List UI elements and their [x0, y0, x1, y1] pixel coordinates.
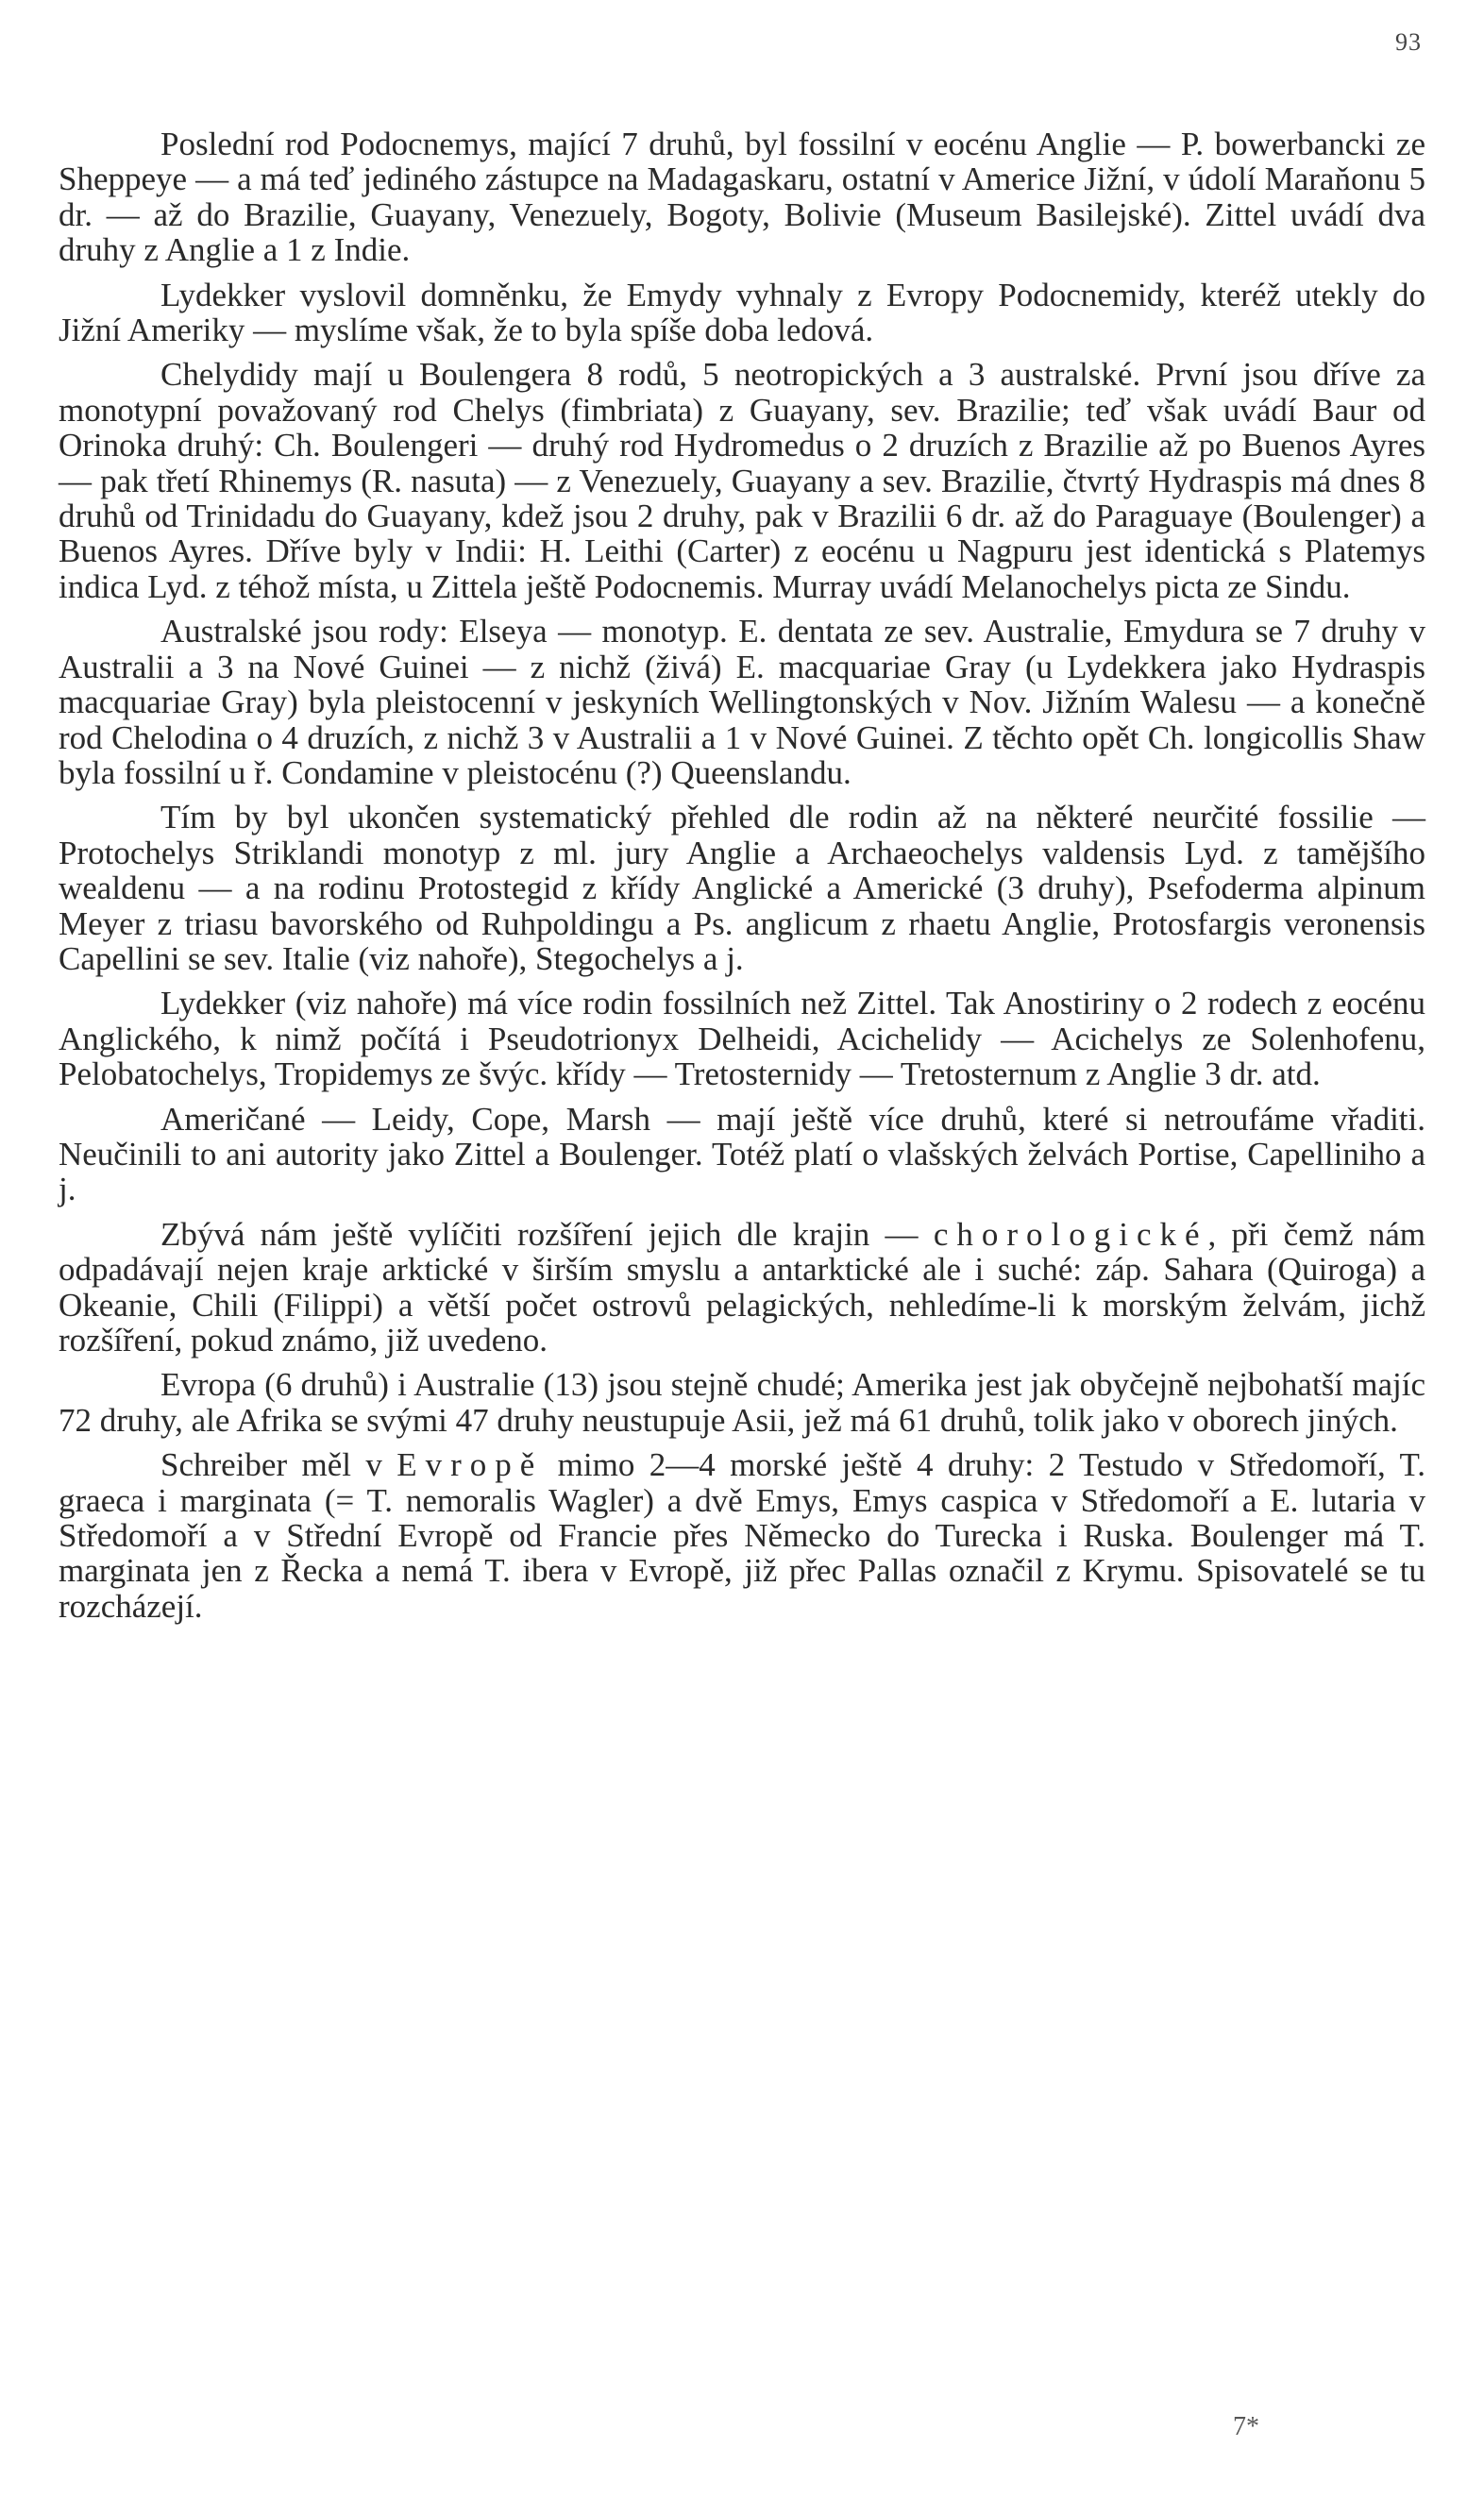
paragraph-chelydidae: Chelydidy mají u Boulengera 8 rodů, 5 neotropických a 3 australské. První jsou dříve za monotypní považovaný rod Chelys (fimbriata) z Guayany, sev. Brazilie; teď však uvádí Baur od Orinoka druhý: Ch. Boulengeri — druhý rod Hydromedus o 2 druzích z Brazilie až po Buenos Ayres — pak třetí Rhinemys (R. nasuta) — z Venezuely, Guayany a sev. Brazilie, čtvrtý Hydraspis má dnes 8 druhů od Trinidadu do Guayany, kdež jsou 2 druhy, pak v Brazilii 6 dr. až do Paraguaye (Boulenger) a Buenos Ayres. Dříve byly v Indii: H. Leithi (Carter) z eocénu u Nagpuru jest identická s Platemys indica Lyd. z téhož místa, u Zittela ještě Podocnemis. Murray uvádí Melanochelys picta ze Sindu. [59, 356, 1425, 605]
body-text [59, 127, 1425, 1633]
chorology-spaced-term: chorologické [933, 1215, 1208, 1253]
paragraph-fossil-families: Lydekker (viz nahoře) má více rodin fossilních než Zittel. Tak Anostiriny o 2 rodech z eocénu Anglického, k nimž počítá i Pseudotrionyx Delheidi, Acichelidy — Acichelys ze Solenhofenu, Pelobatochelys, Tropidemys ze švýc. křídy — Tretosternidy — Tretosternum z Anglie 3 dr. atd. [59, 985, 1425, 1093]
paragraph-europe-schreiber [59, 1447, 1425, 1624]
paragraph-podocnemys: Poslední rod Podocnemys, mající 7 druhů, byl fossilní v eocénu Anglie — P. bowerbancki ze Sheppeye — a má teď jediného zástupce na Madagaskaru, ostatní v Americe Jižní, v údolí Maraňonu 5 dr. — až do Brazilie, Guayany, Venezuely, Bogoty, Bolivie (Museum Basilejské). Zittel uvádí dva druhy z Anglie a 1 z Indie. [59, 126, 1425, 269]
page-number: 93 [1395, 28, 1422, 56]
paragraph-species-counts: Evropa (6 druhů) i Australie (13) jsou stejně chudé; Amerika jest jak obyčejně nejbohatší majíc 72 druhy, ale Afrika se svými 47 druhy neustupuje Asii, jež má 61 druhů, tolik jako v oborech jiných. [59, 1366, 1425, 1439]
chorology-text-after: , při čemž nám odpadávají nejen kraje arktické v širším smyslu a antarktické ale i suché: záp. Sahara (Quiroga) a Okeanie, Chili (Filippi) a větší počet ostrovů pelagických, nehledíme-li k morským želvám, jichž rozšíření, pokud známo, již uvedeno. [59, 1215, 1425, 1359]
europe-spaced-term: Evropě [396, 1446, 544, 1484]
paragraph-chorology [59, 1217, 1425, 1359]
europe-text-before: Schreiber měl v [160, 1446, 397, 1484]
paragraph-american-authors: Američané — Leidy, Cope, Marsh — mají ještě více druhů, které si netroufáme vřaditi. Neučinili to ani autority jako Zittel a Boulenger. Totéž platí o vlašských želvách Portise, Capelliniho a j. [59, 1100, 1425, 1208]
europe-text-after: mimo 2—4 morské ještě 4 druhy: 2 Testudo v Středomoří, T. graeca i marginata (= T. nemoralis Wagler) a dvě Emys, Emys caspica v Středomoří a E. lutaria v Středomoří a v Střední Evropě od Francie přes Německo do Turecka i Ruska. Boulenger má T. marginata jen z Řecka a nemá T. ibera v Evropě, již přec Pallas označil z Krymu. Spisovatelé se tu rozcházejí. [59, 1446, 1425, 1625]
paragraph-australian-genera: Australské jsou rody: Elseya — monotyp. E. dentata ze sev. Australie, Emydura se 7 druhy v Australii a 3 na Nové Guinei — z nichž (živá) E. macquariae Gray (u Lydekkera jako Hydraspis macquariae Gray) byla pleistocenní v jeskyních Wellingtonských v Nov. Jižním Walesu — a konečně rod Chelodina o 4 druzích, z nichž 3 v Australii a 1 v Nové Guinei. Z těchto opět Ch. longicollis Shaw byla fossilní u ř. Condamine v pleistocénu (?) Queenslandu. [59, 613, 1425, 791]
paragraph-systematic-summary: Tím by byl ukončen systematický přehled dle rodin až na některé neurčité fossilie — Protochelys Striklandi monotyp z ml. jury Anglie a Archaeochelys valdensis Lyd. z tamějšího wealdenu — a na rodinu Protostegid z křídy Anglické a Americké (3 druhy), Psefoderma alpinum Meyer z triasu bavorského od Ruhpoldingu a Ps. anglicum z rhaetu Anglie, Protosfargis veronensis Capellini se sev. Italie (viz nahoře), Stegochelys a j. [59, 799, 1425, 977]
signature-mark: 7* [1233, 2412, 1259, 2441]
chorology-text-before: Zbývá nám ještě vylíčiti rozšíření jejich dle krajin — [160, 1215, 934, 1253]
paragraph-lydekker-hypothesis: Lydekker vyslovil domněnku, že Emydy vyhnaly z Evropy Podocnemidy, kteréž utekly do Jižní Ameriky — myslíme však, že to byla spíše doba ledová. [59, 276, 1425, 349]
